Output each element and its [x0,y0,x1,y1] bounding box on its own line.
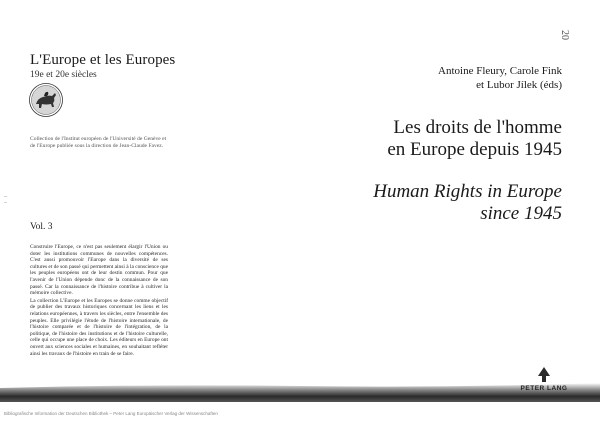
authors [438,64,562,92]
series-title: L'Europe et les Europes [30,52,176,68]
title-line: en Europe depuis 1945 [387,139,562,160]
tree-icon [535,366,553,384]
blurb-paragraph: La collection L'Europe et les Europes se donne comme objectif de publier des travaux historiques concernant les liens et les relations européennes, à travers les siècles, entre l'ensemble des peuples. Elle privilégie l'étude de l'histoire internationale, de l'histoire comparée et de l'histoire de l'intégration, de la politique, de l'histoire des institutions et de l'histoire culturelle, celle qui occupe une place de choix. Les éditeurs en Europe ont ouvert aux sciences sociales et humaines, en souhaitant refléter ainsi les travaux de l'histoire en train de se faire. [30,297,168,357]
footer-strip-text: Bibliografische Information der Deutschen Bibliothek – Peter Lang Europäischer Verlag der Wissenschaften [4,411,218,416]
bottom-scan-band [0,380,600,402]
page-number: 20 [559,30,570,40]
publisher-logo [516,366,572,392]
blurb-paragraph: Construire l'Europe, ce n'est pas seulement élargir l'Union ou doter les institutions communes de nouvelles compétences. C'est aussi promouvoir l'Europe dans la diversité de ses cultures et de son passé qui permettent ainsi à la conscience que les peuples européens ont de leur destin commun. Pour que l'avenir de l'Union dépende donc de la connaissance de son passé. Car la connaissance de l'histoire contribue à cultiver la mémoire collective. [30,244,168,297]
volume-number: Vol. 3 [30,222,53,232]
book-title-french [387,117,562,161]
series-subtitle: 19e et 20e siècles [30,70,97,80]
book-title-english [373,181,562,225]
title-line: since 1945 [480,203,562,224]
title-line: Les droits de l'homme [393,117,562,138]
europa-bull-logo-icon [28,82,64,118]
publisher-name: PETER LANG [520,385,568,392]
authors-line: et Lubor Jílek (éds) [476,79,562,91]
title-line: Human Rights in Europe [373,181,562,202]
series-description: Collection de l'Institut européen de l'Université de Genève et de l'Europe publiée sous la direction de Jean-Claude Favez. [30,136,167,149]
back-cover-blurb [30,244,168,384]
authors-line: Antoine Fleury, Carole Fink [438,65,562,77]
margin-mark: – – [4,194,7,206]
